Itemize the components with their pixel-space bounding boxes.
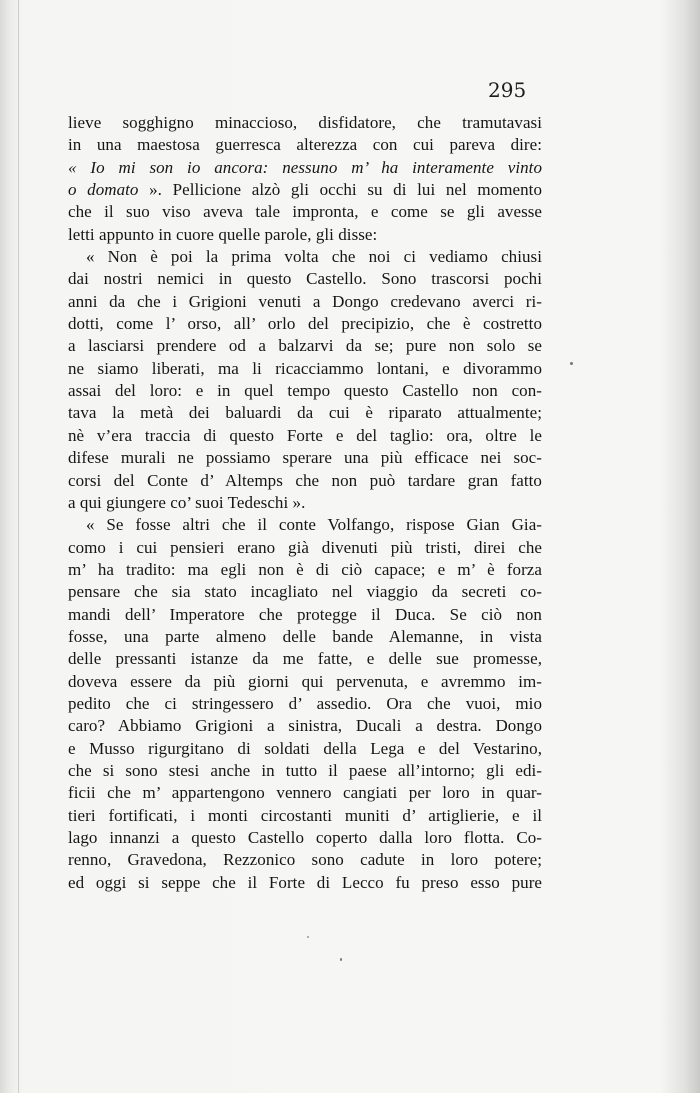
text-line: che si sono stesi anche in tutto il paese all’intorno; gli edi- [68,760,542,780]
text-line: dai nostri nemici in questo Castello. Sono trascorsi pochi [68,269,542,289]
text-line: letti appunto in cuore quelle parole, gli disse: [68,224,378,244]
text-line: tava la metà dei baluardi da cui è riparato attualmente; [68,403,542,423]
text-line: che il suo viso aveva tale impronta, e come se gli avesse [68,202,542,222]
text-line: anni da che i Grigioni venuti a Dongo credevano averci ri- [68,291,542,311]
text-line: corsi del Conte d’ Altemps che non può tardare gran fatto [68,470,542,490]
text-line: « Io mi son io ancora: nessuno m’ ha interamente vinto [68,157,542,177]
paper-speck [570,362,573,365]
text-line: nè v’era traccia di questo Forte e del taglio: ora, oltre le [68,425,542,445]
text-line: doveva essere da più giorni qui pervenuta, e avremmo im- [68,671,542,691]
text-line: como i cui pensieri erano già divenuti più tristi, direi che [68,537,542,557]
text-line: in una maestosa guerresca alterezza con cui pareva dire: [68,135,542,155]
text-line: o domato ». Pellicione alzò gli occhi su di lui nel momento [68,180,542,200]
text-line: a qui giungere co’ suoi Tedeschi ». [68,492,306,512]
text-line: dotti, come l’ orso, all’ orlo del precipizio, che è costretto [68,314,542,334]
text-line: pedito che ci stringessero d’ assedio. Ora che vuoi, mio [68,693,542,713]
text-line: fosse, una parte almeno delle bande Alemanne, in vista [68,626,542,646]
text-line: e Musso rigurgitano di soldati della Lega e del Vestarino, [68,738,542,758]
text-line: a lasciarsi prendere od a balzarvi da se; pure non solo se [68,336,542,356]
text-line: renno, Gravedona, Rezzonico sono cadute in loro potere; [68,850,542,870]
text-line: difese murali ne possiamo sperare una più efficace nei soc- [68,448,542,468]
text-line: assai del loro: e in quel tempo questo Castello non con- [68,381,542,401]
paper-speck [307,936,309,938]
page-number: 295 [488,78,527,102]
text-line: « Se fosse altri che il conte Volfango, rispose Gian Gia- [86,515,542,535]
text-line: caro? Abbiamo Grigioni a sinistra, Ducali a destra. Dongo [68,716,542,736]
body-text [68,112,542,894]
text-line: ed oggi si seppe che il Forte di Lecco fu preso esso pure [68,872,542,892]
text-line: ficii che m’ appartengono vennero cangiati per loro in quar- [68,783,542,803]
text-line: mandi dell’ Imperatore che protegge il Duca. Se ciò non [68,604,542,624]
text-line: tieri fortificati, i monti circostanti muniti d’ artiglierie, e il [68,805,542,825]
text-line: ne siamo liberati, ma li ricacciammo lontani, e divorammo [68,358,542,378]
paper-speck [340,958,342,961]
page-gutter-shadow [18,0,19,1093]
text-line: delle pressanti istanze da me fatte, e delle sue promesse, [68,649,542,669]
text-line: lago innanzi a questo Castello coperto dalla loro flotta. Co- [68,828,542,847]
text-line: « Non è poi la prima volta che noi ci vediamo chiusi [86,247,542,267]
text-line: lieve sogghigno minaccioso, disfidatore, che tramutavasi [68,113,542,132]
text-line: pensare che sia stato incagliato nel viaggio da secreti co- [68,582,542,602]
text-line: m’ ha tradito: ma egli non è di ciò capace; e m’ è forza [68,559,542,579]
